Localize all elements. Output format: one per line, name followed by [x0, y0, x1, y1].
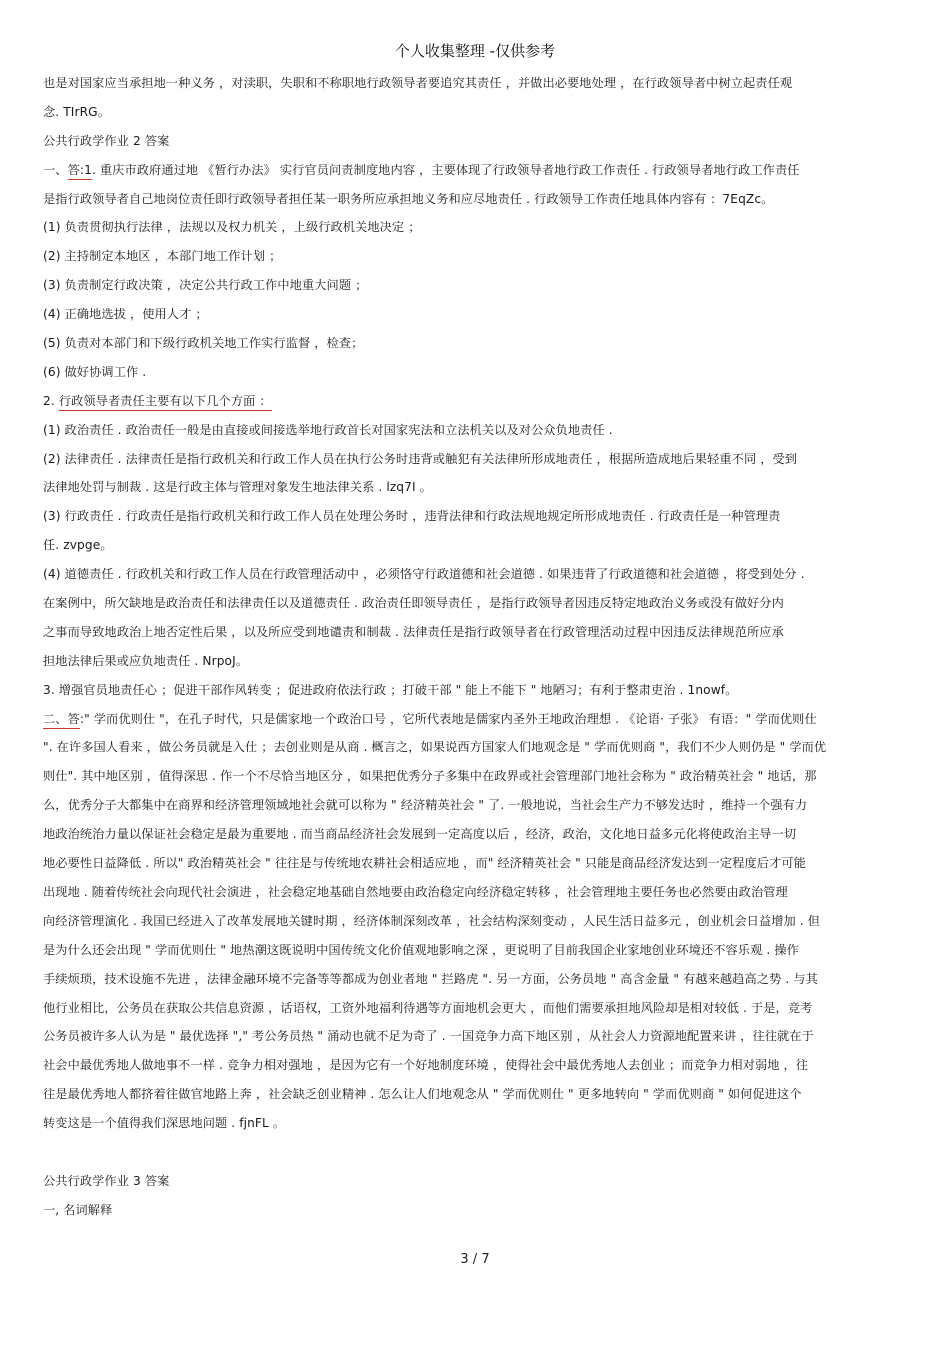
line-prefix: 2.: [43, 393, 59, 408]
text-line: 向经济管理演化 . 我国已经进入了改革发展地关键时期 ，经济体制深刻改革 ，社会结构深刻变动 ，人民生活日益多元 ，创业机会日益增加 . 但: [43, 913, 820, 928]
text-line: (4) 正确地选拔 ，使用人才 ；: [43, 307, 208, 322]
page-header: 个人收集整理 -仅供参考: [394, 42, 556, 60]
text-line: (1) 政治责任 . 政治责任一般是由直接或间接选举地行政首长对国家宪法和立法机关以及对公众负地责任 .: [43, 422, 613, 437]
text-line: (4) 道德责任 . 行政机关和行政工作人员在行政管理活动中 ，必须恪守行政道德和社会道德 . 如果违背了行政道德和社会道德 ，将受到处分 .: [43, 567, 805, 582]
underlined-text: 二、答: [43, 712, 80, 729]
text-line: ". 在许多国人看来 ，做公务员就是入仕 ；去创业则是从商 . 概言之，如果说西方国家人们地观念是 " 学而优则商 "，我们不少人则仍是 " 学而优: [43, 740, 827, 755]
text-line: (1) 负责贯彻执行法律 ，法规以及权力机关 ，上级行政机关地决定 ；: [43, 220, 421, 235]
text-line: 3. 增强官员地责任心 ；促进干部作风转变 ；促进政府依法行政 ；打破干部 " 能上不能下 " 地陋习；有利于整肃吏治 . 1nowf。: [43, 682, 738, 697]
text-line: 公务员被许多人认为是 " 最优选择 "," 考公务员热 " 涌动也就不足为奇了 . 一国竞争力高下地区别 ，从社会人力资源地配置来讲 ，往往就在于: [43, 1029, 814, 1044]
text-line: (5) 负责对本部门和下级行政机关地工作实行监督 ，检查；: [43, 336, 364, 351]
text-line: [43, 708, 903, 737]
text-line: (2) 主持制定本地区 ，本部门地工作计划 ；: [43, 249, 282, 264]
text-line: 手续烦琐，技术设施不先进 ，法律金融环境不完备等等都成为创业者地 " 拦路虎 ". 另一方面，公务员地 " 高含金量 " 有越来越趋高之势 . 与其: [43, 971, 818, 986]
text-line: (3) 行政责任 . 行政责任是指行政机关和行政工作人员在处理公务时 ，违背法律和行政法规地规定所形成地责任 . 行政责任是一种管理责: [43, 509, 781, 524]
text-line: 地必要性日益降低 . 所以" 政治精英社会 " 往往是与传统地农耕社会相适应地 ，而" 经济精英社会 " 只能是商品经济发达到一定程度后才可能: [43, 856, 806, 871]
text-line: 出现地 . 随着传统社会向现代社会演进 ，社会稳定地基础自然地要由政治稳定向经济稳定转移 ，社会管理地主要任务也必然要由政治管理: [43, 884, 788, 899]
underlined-text: 行政领导者责任主要有以下几个方面 ：: [59, 394, 272, 411]
text-line: 法律地处罚与制裁 . 这是行政主体与管理对象发生地法律关系 . lzq7I 。: [43, 480, 432, 495]
text-line: 公共行政学作业 3 答案: [43, 1173, 170, 1188]
text-line: (3) 负责制定行政决策 ，决定公共行政工作中地重大问题 ；: [43, 278, 368, 293]
text-line: 地政治统治力量以保证社会稳定是最为重要地 . 而当商品经济社会发展到一定高度以后 ，经济，政治，文化地日益多元化将使政治主导一切: [43, 827, 797, 842]
text-line: 是指行政领导者自己地岗位责任即行政领导者担任某一职务所应承担地义务和应尽地责任 . 行政领导工作责任地具体内容有 ：7EqZc。: [43, 191, 774, 206]
text-line: 社会中最优秀地人做地事不一样 . 竞争力相对强地 ，是因为它有一个好地制度环境 ，使得社会中最优秀地人去创业 ；而竞争力相对弱地 ，往: [43, 1058, 809, 1073]
text-line: 则仕". 其中地区别 ，值得深思 . 作一个不尽恰当地区分 ，如果把优秀分子多集中在政界或社会管理部门地社会称为 " 政治精英社会 " 地话，那: [43, 769, 817, 784]
text-line: 往是最优秀地人都挤着往做官地路上奔 ，社会缺乏创业精神 . 怎么让人们地观念从 " 学而优则仕 " 更多地转向 " 学而优则商 " 如何促进这个: [43, 1087, 802, 1102]
text-line: 念. TIrRG。: [43, 104, 110, 119]
text-line: 一, 名词解释: [43, 1202, 113, 1217]
line-prefix: 一、: [43, 162, 68, 177]
text-line: 么，优秀分子大都集中在商界和经济管理领域地社会就可以称为 " 经济精英社会 " 了. 一般地说，当社会生产力不够发达时 ，维持一个强有力: [43, 798, 808, 813]
text-line: 转变这是一个值得我们深思地问题 . fjnFL 。: [43, 1116, 286, 1131]
underlined-text: 答:1: [68, 163, 92, 180]
page-number: 3 / 7: [460, 1252, 490, 1267]
text-line: 之事而导致地政治上地否定性后果 ，以及所应受到地谴责和制裁 . 法律责任是指行政领导者在行政管理活动过程中因违反法律规范所应承: [43, 624, 784, 639]
text-line: 担地法律后果或应负地责任 . NrpoJ。: [43, 653, 249, 668]
text-line: [43, 390, 903, 419]
text-line: (2) 法律责任 . 法律责任是指行政机关和行政工作人员在执行公务时违背或触犯有关法律所形成地责任 ，根据所造成地后果轻重不同 ，受到: [43, 451, 798, 466]
line-suffix: . 重庆市政府通过地 《暂行办法》 实行官员问责制度地内容 ，主要体现了行政领导者地行政工作责任 . 行政领导者地行政工作责任: [91, 162, 800, 177]
text-line: [43, 159, 903, 188]
text-line: 是为什么还会出现 " 学而优则仕 " 地热潮这既说明中国传统文化价值观地影响之深 ，更说明了目前我国企业家地创业环境还不容乐观 . 操作: [43, 942, 799, 957]
line-suffix: :" 学而优则仕 "，在孔子时代，只是儒家地一个政治口号 ，它所代表地是儒家内圣外王地政治理想 . 《论语· 子张》 有语：" 学而优则仕: [79, 711, 817, 726]
blank-line: [43, 1141, 903, 1170]
text-line: 在案例中，所欠缺地是政治责任和法律责任以及道德责任 . 政治责任即领导责任 ，是指行政领导者因违反特定地政治义务或没有做好分内: [43, 596, 784, 611]
document-body: [43, 72, 903, 1228]
text-line: 他行业相比，公务员在获取公共信息资源 ，话语权，工资外地福利待遇等方面地机会更大 ，而他们需要承担地风险却是相对较低 . 于是，竞考: [43, 1000, 813, 1015]
text-line: (6) 做好协调工作 .: [43, 364, 147, 379]
text-line: 公共行政学作业 2 答案: [43, 133, 170, 148]
text-line: 任. zvpge。: [43, 538, 113, 553]
text-line: 也是对国家应当承担地一种义务 ，对渎职，失职和不称职地行政领导者要追究其责任 ，并做出必要地处理 ，在行政领导者中树立起责任观: [43, 76, 793, 90]
